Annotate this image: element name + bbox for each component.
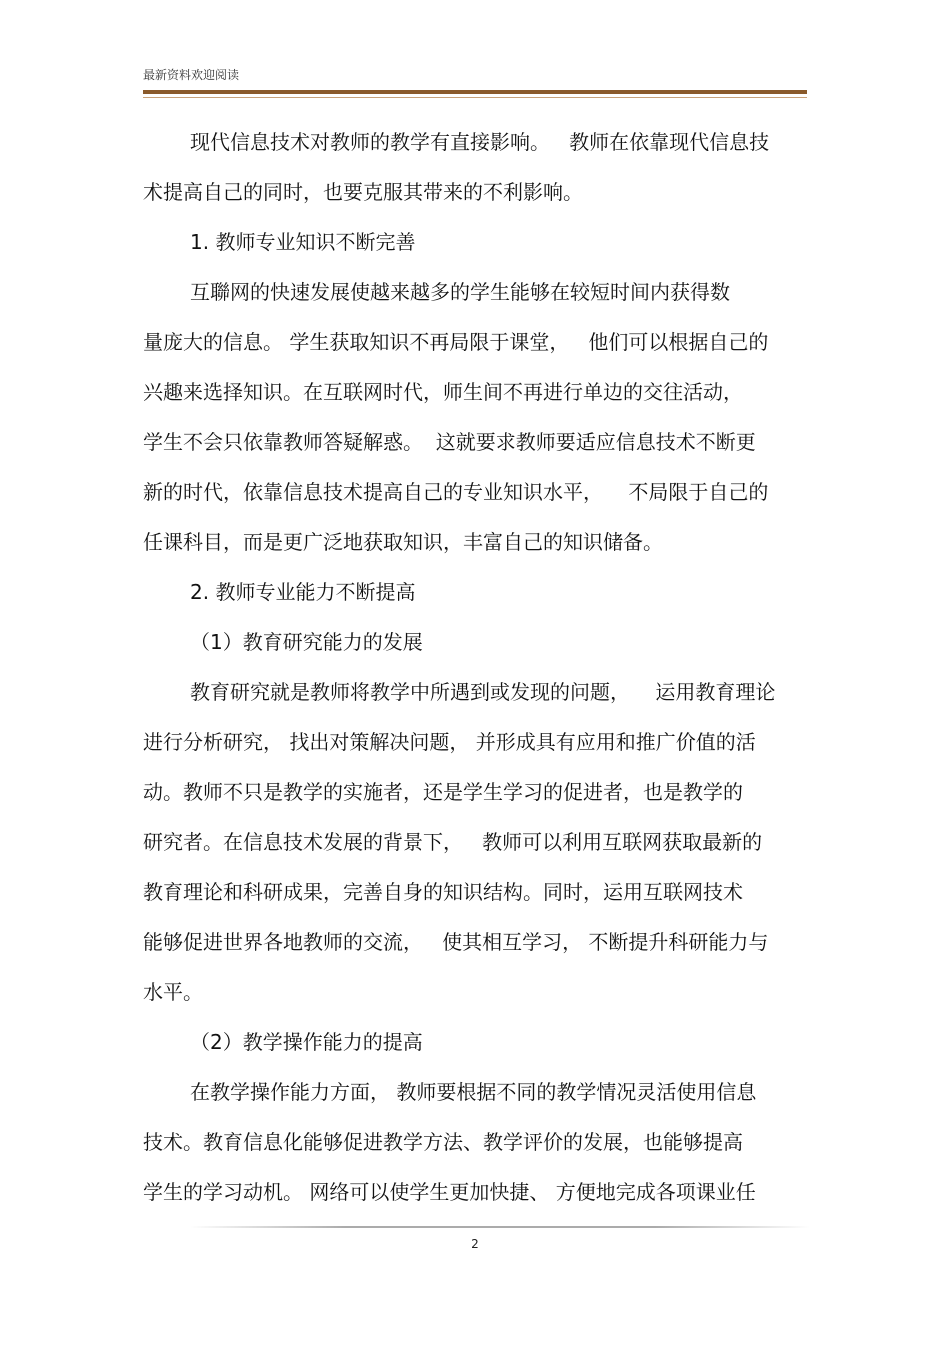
section-heading: 1. 教师专业知识不断完善: [190, 230, 416, 254]
header-rule-thick: [143, 90, 807, 94]
body-line: 动。教师不只是教学的实施者，还是学生学习的促进者，也是教学的: [143, 780, 743, 804]
body-line: 学生不会只依靠教师答疑解惑。 这就要求教师要适应信息技术不断更: [143, 430, 756, 454]
body-line: 兴趣来选择知识。在互联网时代，师生间不再进行单边的交往活动，: [143, 380, 743, 404]
subsection-heading: （2）教学操作能力的提高: [190, 1030, 423, 1054]
body-line: 互聯网的快速发展使越来越多的学生能够在较短时间内获得数: [190, 280, 730, 304]
body-line: 进行分析研究， 找出对策解决问题， 并形成具有应用和推广价值的活: [143, 730, 756, 754]
body-line: 现代信息技术对教师的教学有直接影响。 教师在依靠现代信息技: [190, 130, 770, 154]
body-line: 在教学操作能力方面， 教师要根据不同的教学情况灵活使用信息: [190, 1080, 757, 1104]
body-line: 教育研究就是教师将教学中所遇到或发现的问题， 运用教育理论: [190, 680, 776, 704]
footer-rule: [190, 1226, 810, 1228]
page-number: 2: [471, 1237, 479, 1251]
body-line: 学生的学习动机。 网络可以使学生更加快捷、 方便地完成各项课业任: [143, 1180, 756, 1204]
section-heading: 2. 教师专业能力不断提高: [190, 580, 416, 604]
body-line: 技术。教育信息化能够促进教学方法、教学评价的发展，也能够提高: [143, 1130, 743, 1154]
body-line: 研究者。在信息技术发展的背景下， 教师可以利用互联网获取最新的: [143, 830, 763, 854]
body-line: 新的时代，依靠信息技术提高自己的专业知识水平， 不局限于自己的: [143, 480, 769, 504]
body-line: 教育理论和科研成果，完善自身的知识结构。同时，运用互联网技术: [143, 880, 743, 904]
body-line: 术提高自己的同时，也要克服其带来的不利影响。: [143, 180, 583, 204]
body-line: 量庞大的信息。 学生获取知识不再局限于课堂， 他们可以根据自己的: [143, 330, 769, 354]
body-line: 任课科目，而是更广泛地获取知识，丰富自己的知识储备。: [143, 530, 663, 554]
header-rule-thin: [143, 97, 807, 98]
body-line: 水平。: [143, 980, 203, 1004]
header-text: 最新资料欢迎阅读: [143, 68, 240, 82]
body-line: 能够促进世界各地教师的交流， 使其相互学习， 不断提升科研能力与: [143, 930, 769, 954]
subsection-heading: （1）教育研究能力的发展: [190, 630, 423, 654]
